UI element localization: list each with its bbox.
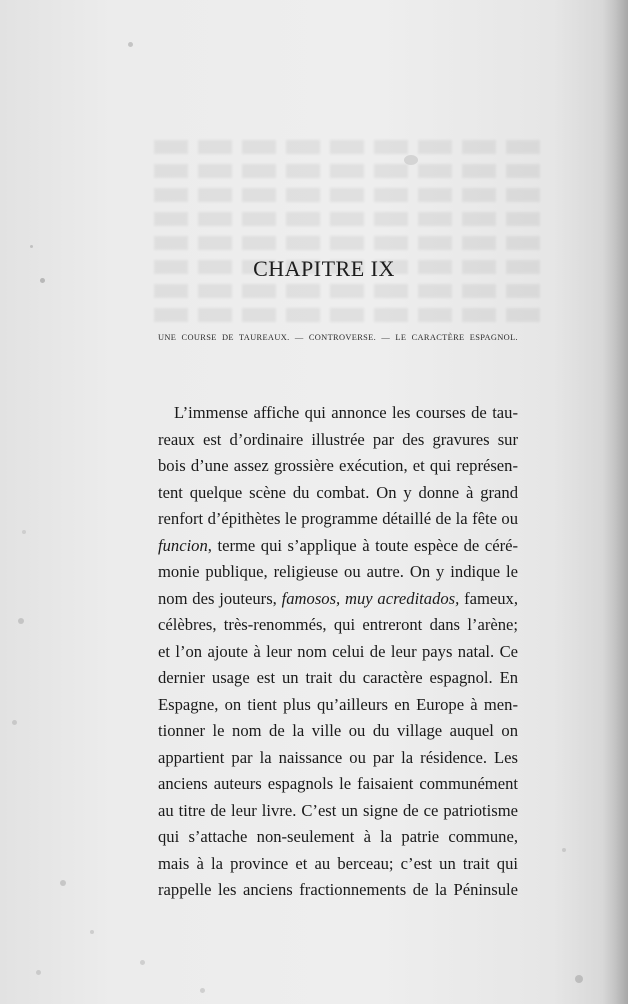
chapter-body	[158, 400, 518, 904]
text-fragment: fameux,	[459, 588, 518, 608]
foxing-spot	[575, 975, 583, 983]
text-line-italic-famosos	[158, 586, 518, 613]
text-line: bois d’une assez grossière exécution, et qui représen-	[158, 456, 518, 475]
foxing-spot	[200, 988, 205, 993]
text-line: mais à la province et au berceau; c’est un trait qui	[158, 853, 518, 873]
text-line: dernier usage est un trait du caractère espagnol. En	[158, 668, 518, 687]
text-line: L’immense affiche qui annonce les courses de tau-	[174, 403, 518, 422]
foxing-spot	[404, 155, 418, 165]
foxing-spot	[60, 880, 66, 886]
foxing-spot	[562, 848, 566, 852]
text-line: rappelle les anciens fractionnements de la Péninsule	[158, 880, 518, 899]
foxing-spot	[90, 930, 94, 934]
text-line: monie publique, religieuse ou autre. On y indique le	[158, 562, 518, 581]
text-line: appartient par la naissance ou par la résidence. Les	[158, 747, 518, 767]
foxing-spot	[30, 245, 33, 248]
text-line: Espagne, on tient plus qu’ailleurs en Europe à men-	[158, 694, 518, 714]
page-edge-shadow	[602, 0, 628, 1004]
text-line: qui s’attache non-seulement à la patrie commune,	[158, 827, 518, 846]
text-line: anciens auteurs espagnols le faisaient communément	[158, 774, 518, 793]
text-line: célèbres, très-renommés, qui entreront dans l’arène;	[158, 615, 518, 634]
text-fragment: , terme qui s’applique à toute espèce de céré-	[207, 535, 518, 555]
foxing-spot	[36, 970, 41, 975]
text-line-italic-funcion	[158, 533, 518, 560]
foxing-spot	[12, 720, 17, 725]
text-line: et l’on ajoute à leur nom celui de leur pays natal. Ce	[158, 641, 518, 661]
text-line: tionner le nom de la ville ou du village auquel on	[158, 721, 518, 740]
chapter-subtitle: UNE COURSE DE TAUREAUX. — CONTROVERSE. — LE CARACTÈRE ESPAGNOL.	[158, 333, 518, 342]
foxing-spot	[128, 42, 133, 47]
foxing-spot	[18, 618, 24, 624]
text-line: reaux est d’ordinaire illustrée par des gravures sur	[158, 429, 518, 449]
chapter-title: CHAPITRE IX	[253, 256, 395, 281]
foxing-spot	[140, 960, 145, 965]
text-fragment: nom des jouteurs,	[158, 588, 282, 608]
text-line: renfort d’épithètes le programme détaillé de la fête ou	[158, 509, 518, 528]
italic-term: funcion	[158, 535, 208, 555]
foxing-spot	[22, 530, 26, 534]
italic-term: famosos, muy acreditados,	[281, 588, 460, 608]
text-line: tent quelque scène du combat. On y donne à grand	[158, 482, 518, 502]
text-line: au titre de leur livre. C’est un signe de ce patriotisme	[158, 800, 518, 820]
